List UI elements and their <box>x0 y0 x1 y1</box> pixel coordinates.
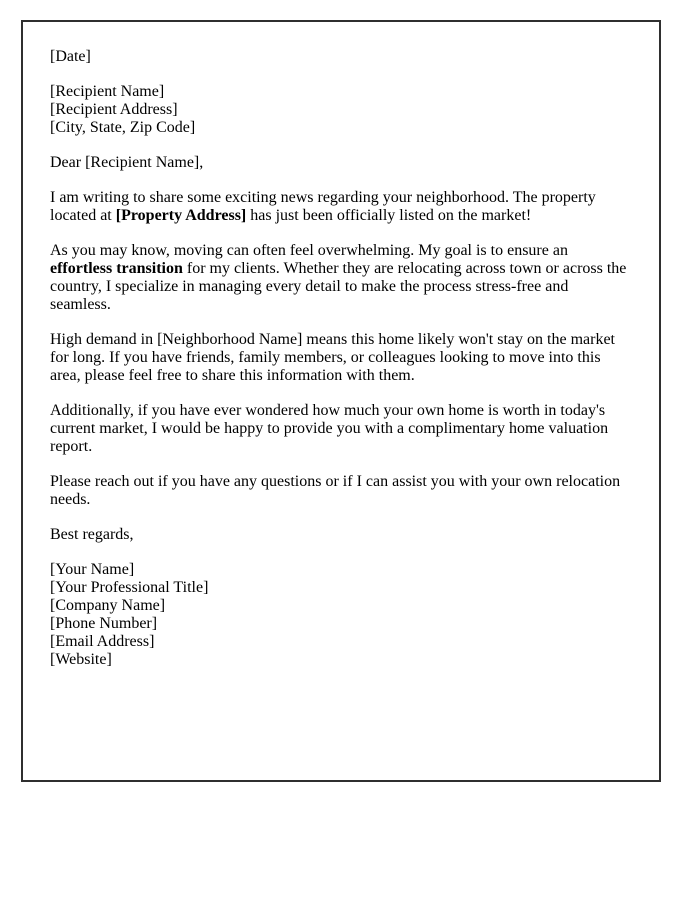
effortless-transition-emphasis: effortless transition <box>50 260 183 277</box>
paragraph-text: High demand in [Neighborhood Name] means this home likely won't stay on the market for long. If you have friends, family members, or colleagues looking to move into this area, please feel free to share this information with them. <box>50 331 615 384</box>
recipient-block <box>50 83 632 137</box>
date-placeholder: [Date] <box>50 48 91 65</box>
body-paragraph-reach-out <box>50 473 632 509</box>
paragraph-text: Please reach out if you have any questions or if I can assist you with your own relocation needs. <box>50 473 621 508</box>
property-address-placeholder: [Property Address] <box>115 207 247 224</box>
paragraph-text: I am writing to share some exciting news regarding your neighborhood. The property located at <box>50 189 596 224</box>
salutation <box>50 154 632 172</box>
letter-page <box>21 20 661 782</box>
paragraph-text: for my clients. Whether they are relocating across town or across the country, I specialize in managing every detail to make the process stress-free and seamless. <box>50 260 627 313</box>
paragraph-text: As you may know, moving can often feel overwhelming. My goal is to ensure an <box>50 242 568 259</box>
body-paragraph-listing-news <box>50 189 632 225</box>
body-paragraph-transition <box>50 242 632 314</box>
recipient-city-state-zip-line: [City, State, Zip Code] <box>50 119 196 136</box>
paragraph-text: has just been officially listed on the market! <box>246 207 532 224</box>
signature-title-placeholder: [Your Professional Title] <box>50 579 209 596</box>
paragraph-text: Additionally, if you have ever wondered how much your own home is worth in today's current market, I would be happy to provide you with a complimentary home valuation report. <box>50 402 609 455</box>
signature-company-placeholder: [Company Name] <box>50 597 166 614</box>
signature-website-placeholder: [Website] <box>50 651 112 668</box>
body-paragraph-high-demand <box>50 331 632 385</box>
salutation-text: Dear [Recipient Name], <box>50 154 204 171</box>
closing <box>50 526 632 544</box>
signature-email-placeholder: [Email Address] <box>50 633 155 650</box>
closing-text: Best regards, <box>50 526 134 543</box>
body-paragraph-home-valuation <box>50 402 632 456</box>
recipient-name-line: [Recipient Name] <box>50 83 165 100</box>
recipient-address-line: [Recipient Address] <box>50 101 178 118</box>
signature-phone-placeholder: [Phone Number] <box>50 615 158 632</box>
signature-name-placeholder: [Your Name] <box>50 561 135 578</box>
signature-block <box>50 561 632 669</box>
